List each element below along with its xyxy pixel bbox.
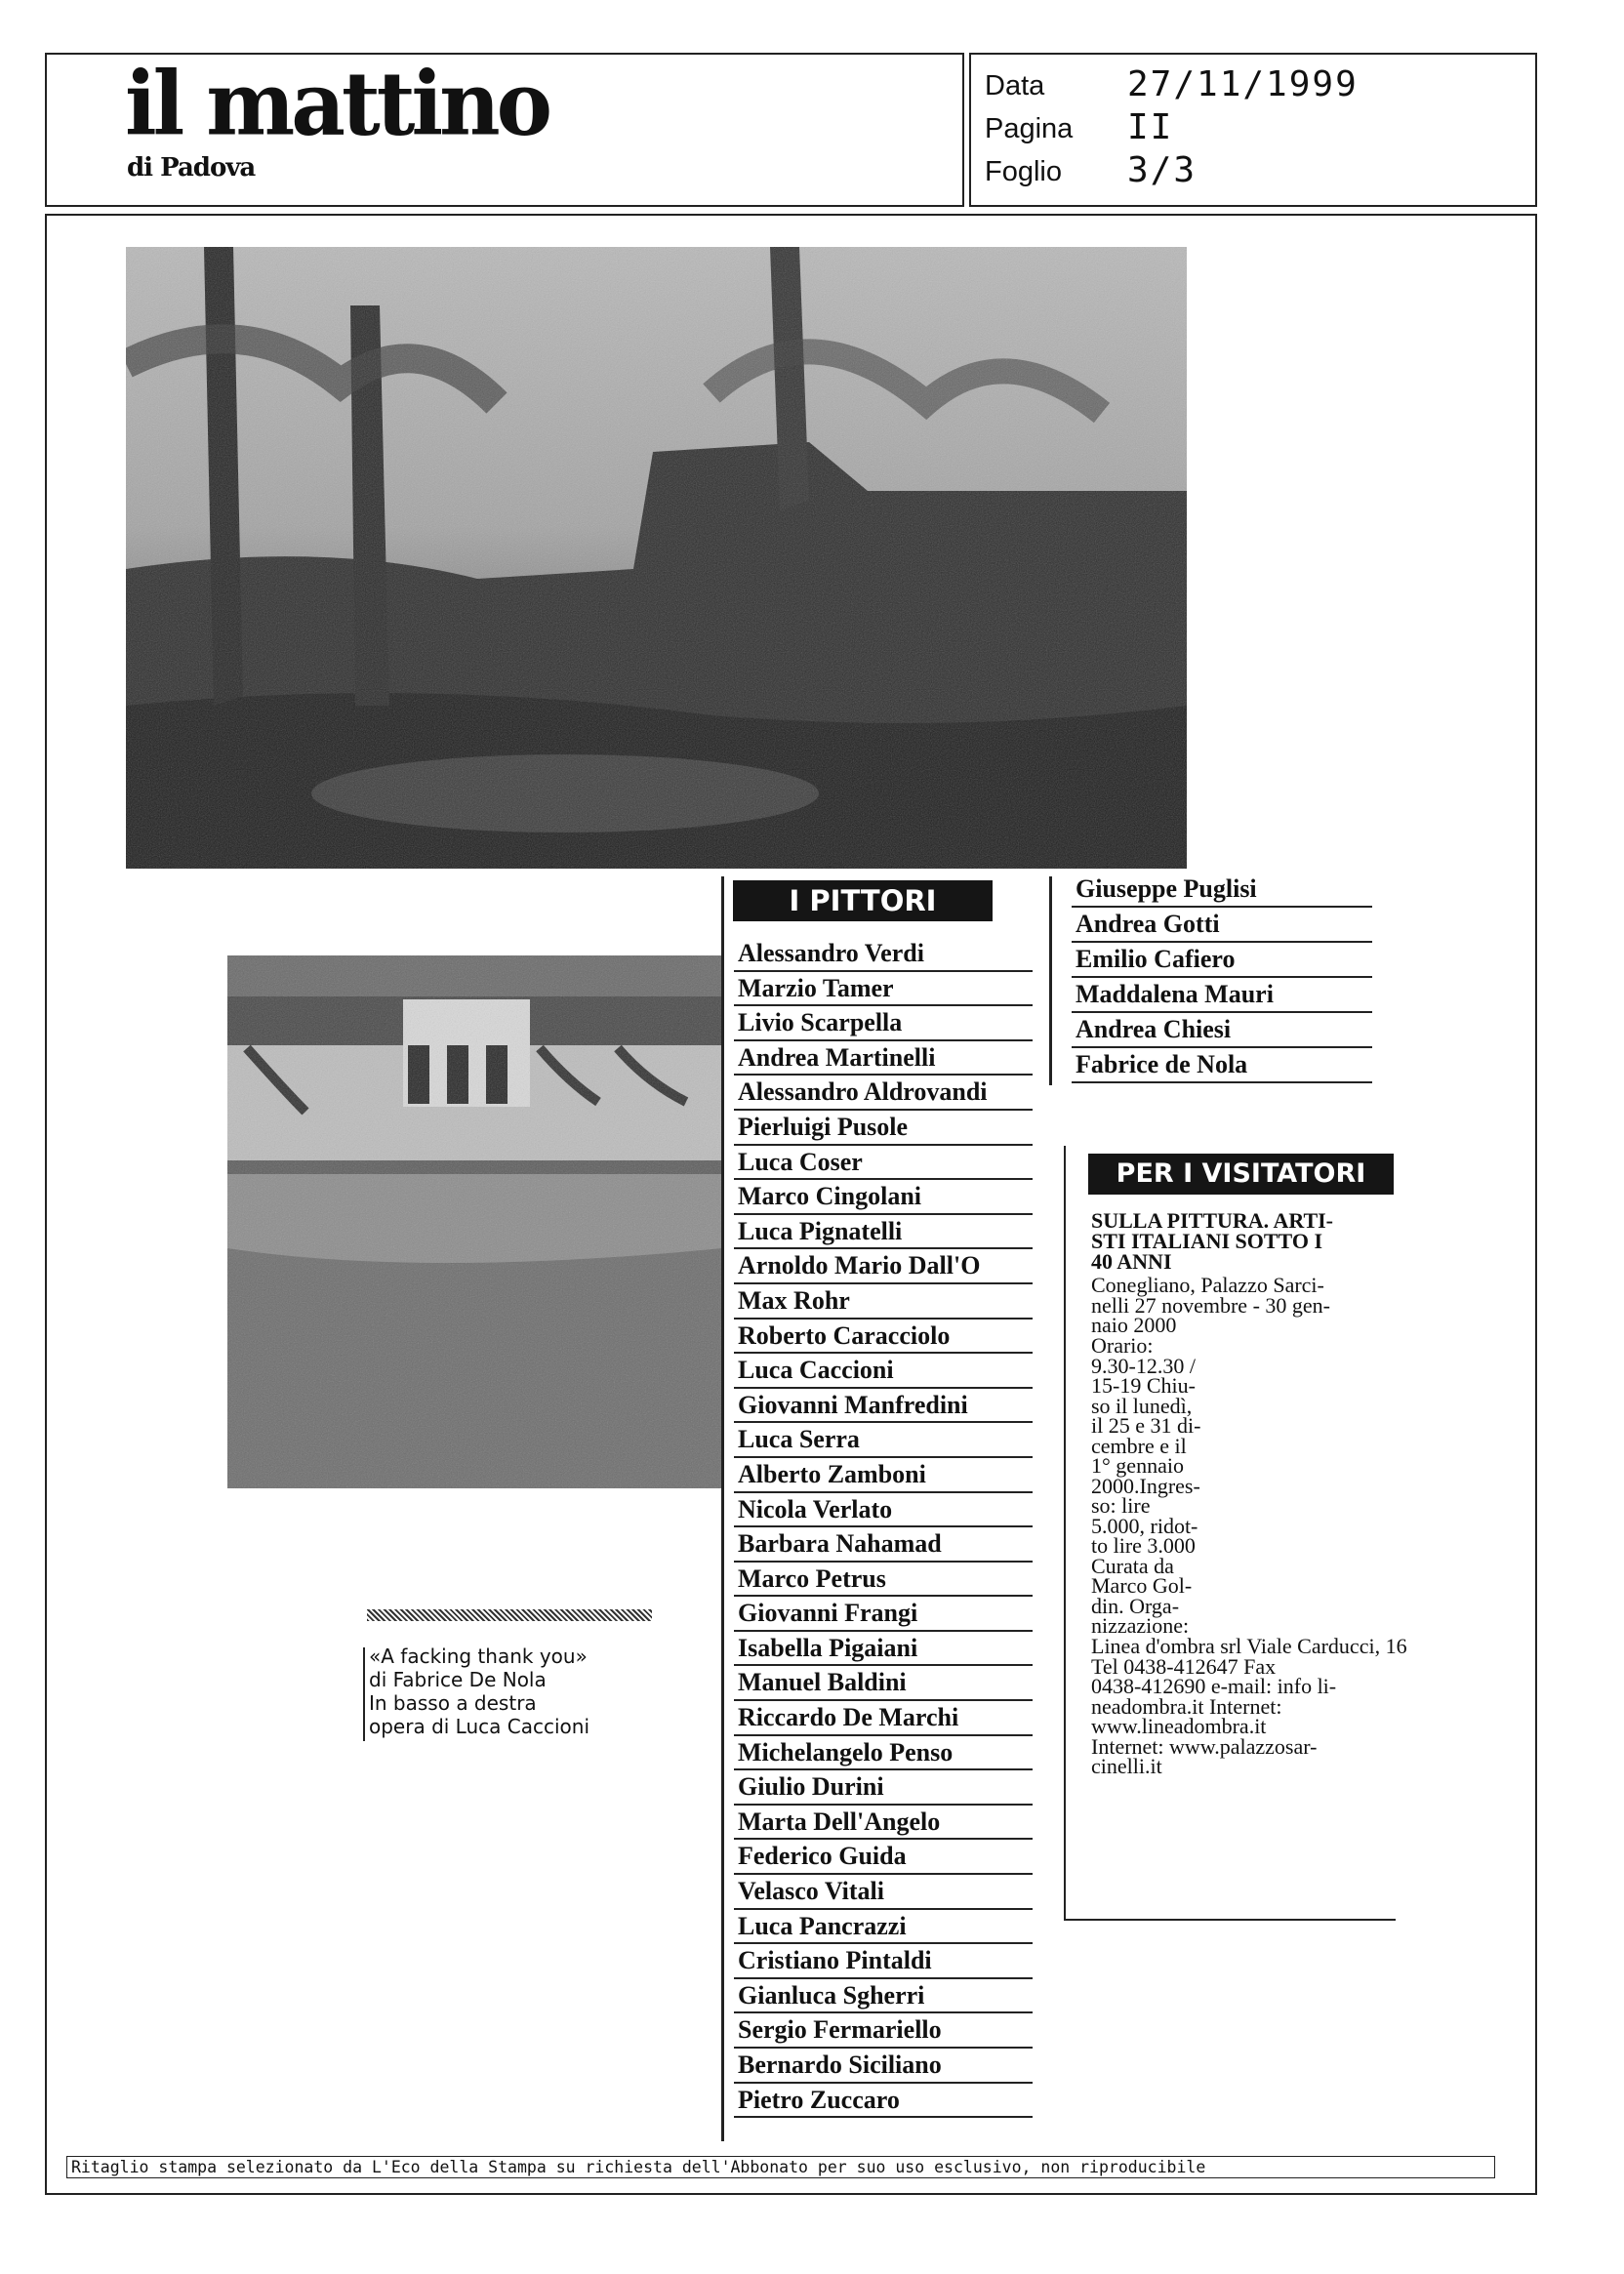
painting-photo-top [126,247,1187,869]
info-line: nizzazione: [1091,1613,1190,1638]
info-line: nelli 27 novembre - 30 gen- [1091,1292,1330,1318]
exhibition-contacts [1091,1634,1407,1778]
meta-label-foglio: Foglio [985,156,1062,187]
caption-rule [363,1647,365,1741]
meta-label-data: Data [985,70,1045,102]
info-line: din. Orga- [1091,1593,1180,1618]
painter-name: Luca Pignatelli [734,1215,1033,1250]
exhibition-title-line: SULLA PITTURA. ARTI- [1091,1208,1334,1233]
info-line: 9.30-12.30 / [1091,1353,1196,1378]
list2-vertical-rule [1049,876,1052,1085]
painter-name: Giovanni Frangi [734,1597,1033,1632]
newspaper-logo: il mattino [125,52,549,156]
info-line: cinelli.it [1091,1754,1162,1778]
info-line: il 25 e 31 di- [1091,1413,1201,1438]
exhibition-title-line: 40 ANNI [1091,1249,1172,1274]
painting-photo-left [227,955,722,1488]
painter-name: Pierluigi Pusole [734,1111,1033,1146]
painter-name: Luca Serra [734,1423,1033,1458]
painter-name: Riccardo De Marchi [734,1701,1033,1736]
meta-value-foglio: 3/3 [1127,150,1198,190]
photo-caption [369,1645,623,1738]
painter-name: Marco Petrus [734,1563,1033,1598]
exhibition-venue [1091,1273,1330,1337]
painter-name: Marzio Tamer [734,972,1033,1007]
exhibition-title-line: STI ITALIANI SOTTO I [1091,1229,1323,1253]
caption-decoration-bar [367,1609,652,1621]
info-line: Orario: [1091,1333,1154,1358]
caption-line: «A facking thank you» [369,1645,588,1668]
painter-name: Roberto Caracciolo [734,1320,1033,1355]
painter-name: Pietro Zuccaro [734,2084,1033,2119]
painter-name: Luca Pancrazzi [734,1910,1033,1945]
info-line: 15-19 Chiu- [1091,1373,1196,1398]
painter-name: Luca Caccioni [734,1354,1033,1389]
info-line: 0438-412690 e-mail: info li- [1091,1674,1337,1698]
info-line: Internet: www.palazzosar- [1091,1733,1318,1759]
painter-name: Alessandro Aldrovandi [734,1076,1033,1111]
painter-name: Emilio Cafiero [1072,943,1372,978]
painter-name: Michelangelo Penso [734,1736,1033,1771]
visitors-heading: PER I VISITATORI [1088,1154,1394,1195]
info-line: Tel 0438-412647 Fax [1091,1653,1277,1679]
painter-name: Fabrice de Nola [1072,1048,1372,1083]
painters-list [734,937,1033,2118]
meta-label-pagina: Pagina [985,113,1074,144]
info-line: cembre e il [1091,1433,1187,1458]
painter-name: Max Rohr [734,1284,1033,1320]
painter-name: Bernardo Siciliano [734,2049,1033,2084]
info-line: 2000.Ingres- [1091,1473,1200,1498]
painter-name: Marta Dell'Angelo [734,1806,1033,1841]
caption-line: opera di Luca Caccioni [369,1715,589,1738]
meta-value-data: 27/11/1999 [1127,64,1359,104]
clipping-meta-box [969,53,1537,207]
caption-line: In basso a destra [369,1691,537,1715]
painter-name: Andrea Martinelli [734,1041,1033,1076]
painting-image-caccioni [227,955,722,1488]
pittori-heading: I PITTORI [733,880,993,921]
painter-name: Arnoldo Mario Dall'O [734,1249,1033,1284]
exhibition-info [1091,1333,1201,1638]
painters-list-continued [1072,873,1372,1083]
newspaper-edition: di Padova [127,153,256,183]
painter-name: Barbara Nahamad [734,1527,1033,1563]
painter-name: Cristiano Pintaldi [734,1944,1033,1979]
info-line: naio 2000 [1091,1313,1177,1337]
painter-name: Luca Coser [734,1146,1033,1181]
info-line: to lire 3.000 [1091,1533,1196,1558]
painter-name: Andrea Gotti [1072,908,1372,943]
info-line: Curata da [1091,1553,1174,1578]
painter-name: Gianluca Sgherri [734,1979,1033,2014]
painter-name: Andrea Chiesi [1072,1013,1372,1048]
exhibition-title [1091,1210,1394,1272]
info-line: Marco Gol- [1091,1573,1193,1598]
painter-name: Federico Guida [734,1840,1033,1875]
info-line: www.lineadombra.it [1091,1714,1267,1738]
info-line: so il lunedì, [1091,1393,1193,1418]
clipping-footer: Ritaglio stampa selezionato da L'Eco della Stampa su richiesta dell'Abbonato per suo uso esclusivo, non riproducibile [66,2156,1495,2178]
painter-name: Maddalena Mauri [1072,978,1372,1013]
painting-image [126,247,1187,869]
painter-name: Isabella Pigaiani [734,1632,1033,1667]
painter-name: Giulio Durini [734,1770,1033,1806]
masthead-box [45,53,964,207]
info-line: Conegliano, Palazzo Sarci- [1091,1273,1324,1297]
painter-name: Giovanni Manfredini [734,1389,1033,1424]
painter-name: Velasco Vitali [734,1875,1033,1910]
info-line: neadombra.it Internet: [1091,1693,1282,1719]
painter-name: Manuel Baldini [734,1666,1033,1701]
info-line: Linea d'ombra srl Viale Carducci, 16 [1091,1634,1407,1658]
painter-name: Marco Cingolani [734,1180,1033,1215]
list-vertical-rule [721,876,724,2141]
painter-name: Sergio Fermariello [734,2013,1033,2049]
painter-name: Livio Scarpella [734,1006,1033,1041]
painter-name: Alberto Zamboni [734,1458,1033,1493]
info-line: so: lire [1091,1493,1151,1518]
painter-name: Giuseppe Puglisi [1072,873,1372,908]
caption-line: di Fabrice De Nola [369,1668,547,1691]
info-line: 1° gennaio [1091,1453,1184,1478]
painter-name: Nicola Verlato [734,1493,1033,1528]
info-line: 5.000, ridot- [1091,1513,1198,1538]
meta-value-pagina: II [1127,107,1174,147]
painter-name: Alessandro Verdi [734,937,1033,972]
